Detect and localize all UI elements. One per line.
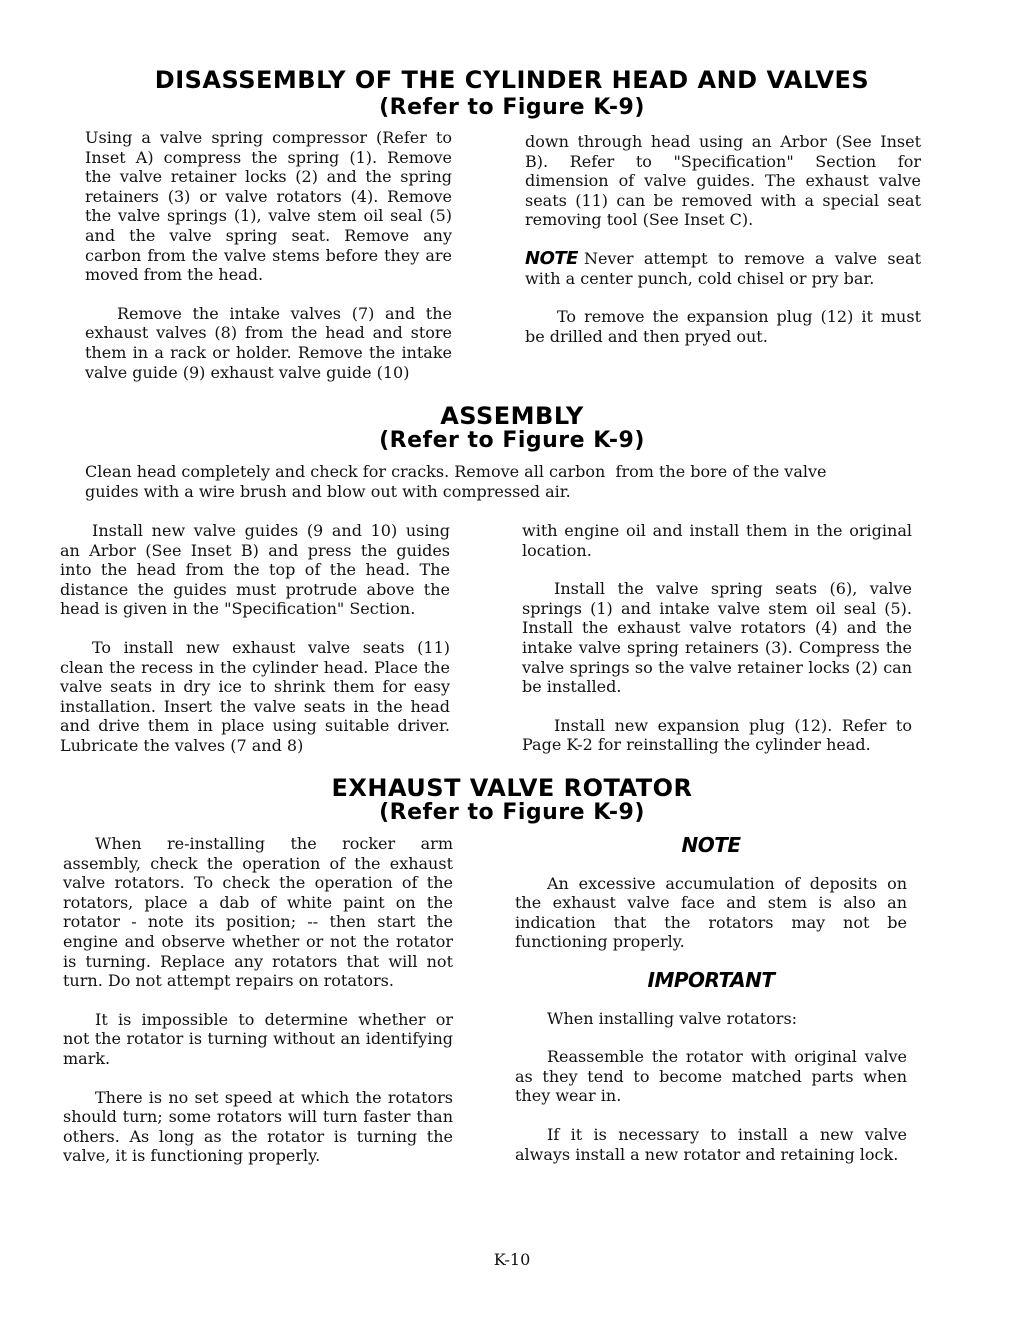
assembly-title: ASSEMBLY: [440, 402, 584, 430]
note-label: NOTE: [525, 247, 578, 269]
note-text: Never attempt to remove a valve seat with a center punch, cold chisel or pry bar.: [525, 248, 921, 288]
note-label: NOTE: [681, 833, 741, 857]
assembly-paragraph: with engine oil and install them in the original location.: [522, 521, 912, 560]
disassembly-paragraph: Using a valve spring compressor (Refer to Inset A) compress the spring (1). Remove the valve retainer locks (2) and the spring retainers (3) or valve rotators (4). Remove the valve springs (1), valve stem oil seal (5) and the valve spring seat. Remove any carbon from the valve stems before they are moved from the head.: [85, 128, 452, 285]
assembly-left-column: [60, 521, 450, 775]
assembly-paragraph: Install new expansion plug (12). Refer to Page K-2 for reinstalling the cylinder head.: [522, 715, 912, 755]
important-intro: When installing valve rotators:: [547, 1008, 798, 1028]
note-text: An excessive accumulation of deposits on the exhaust valve face and stem is also an indication that the rotators may not be functioning properly.: [515, 873, 907, 952]
disassembly-title: DISASSEMBLY OF THE CYLINDER HEAD AND VALVES: [154, 66, 870, 94]
important-item: Reassemble the rotator with original valve as they tend to become matched parts when they wear in.: [515, 1047, 907, 1106]
assembly-right-column: [522, 521, 912, 774]
assembly-ref: (Refer to Figure K-9): [379, 428, 645, 453]
rotator-ref: (Refer to Figure K-9): [379, 800, 645, 825]
rotator-left-column: [63, 834, 453, 1185]
disassembly-paragraph: Remove the intake valves (7) and the exhaust valves (8) from the head and store them in a rack or holder. Remove the intake valve guide (9) exhaust valve guide (10): [85, 303, 452, 382]
assembly-intro-line: Clean head completely and check for cracks. Remove all carbon from the bore of the valve: [85, 462, 827, 481]
page-number: K-10: [493, 1250, 531, 1269]
rotator-paragraph: There is no set speed at which the rotators should turn; some rotators will turn faster than others. As long as the rotator is turning the valve, it is functioning properly.: [63, 1087, 453, 1166]
important-item: If it is necessary to install a new valve always install a new rotator and retaining lock.: [515, 1124, 907, 1164]
rotator-title: EXHAUST VALVE ROTATOR: [331, 774, 693, 802]
disassembly-left-column: [85, 128, 452, 401]
assembly-paragraph: Install the valve spring seats (6), valve springs (1) and intake valve stem oil seal (5). Install the exhaust valve rotators (4) and the intake valve spring retainers (3). Compress the valve springs so the valve retainer locks (2) can be installed.: [522, 579, 912, 697]
plug-paragraph: To remove the expansion plug (12) it must be drilled and then pryed out.: [525, 307, 921, 346]
disassembly-right-column: [525, 132, 921, 365]
rotator-right-column: [515, 833, 907, 1183]
important-label: IMPORTANT: [647, 967, 775, 992]
assembly-paragraph: Install new valve guides (9 and 10) using an Arbor (See Inset B) and press the guides into the head from the top of the head. The distance the guides must protrude above the head is given in the "Specification" Section.: [60, 521, 450, 619]
rotator-paragraph: It is impossible to determine whether or not the rotator is turning without an identifying mark.: [63, 1009, 453, 1068]
disassembly-ref: (Refer to Figure K-9): [379, 95, 645, 120]
assembly-paragraph: To install new exhaust valve seats (11) clean the recess in the cylinder head. Place the valve seats in dry ice to shrink them for easy installation. Insert the valve seats in the head and drive them in place using suitable driver. Lubricate the valves (7 and 8): [60, 637, 450, 755]
assembly-intro-line: guides with a wire brush and blow out with compressed air.: [85, 482, 571, 501]
disassembly-paragraph: down through head using an Arbor (See Inset B). Refer to "Specification" Section for dimension of valve guides. The exhaust valve seats (11) can be removed with a special seat removing tool (See Inset C).: [525, 132, 921, 230]
rotator-paragraph: When re-installing the rocker arm assembly, check the operation of the exhaust valve rotators. To check the operation of the rotators, place a dab of white paint on the rotator - note its position; -- then start the engine and observe whether or not the rotator is turning. Replace any rotators that will not turn. Do not attempt repairs on rotators.: [63, 834, 453, 991]
note-paragraph: [525, 249, 921, 288]
